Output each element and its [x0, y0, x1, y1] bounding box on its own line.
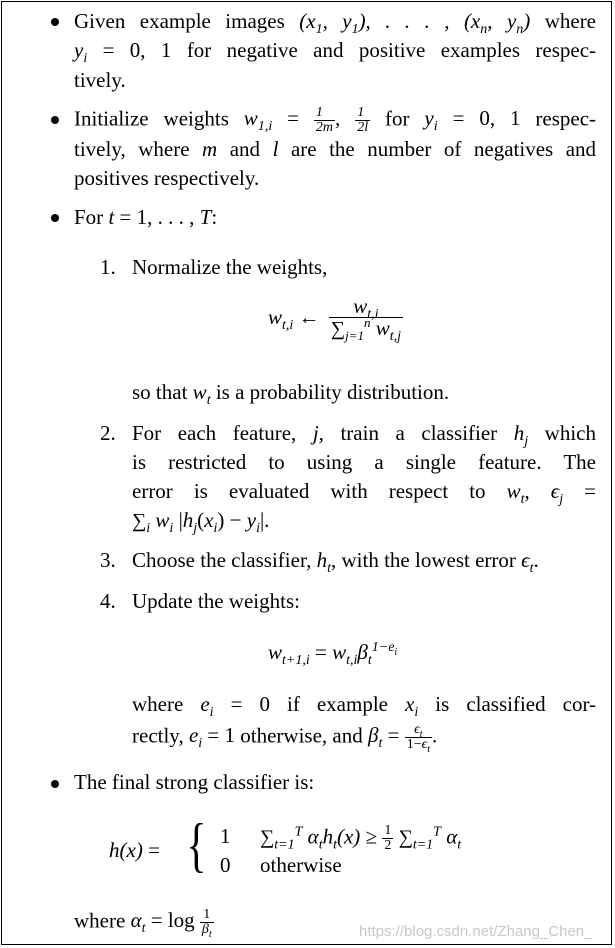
math-init-weights: $w_{1,i}$ = $\frac{1}{2m}$ , $\frac{1}{2l}$ — [243, 105, 369, 135]
step1-text: Normalize the weights, — [132, 255, 328, 279]
step4-text: Update the weights: — [132, 589, 300, 613]
step2-line4: $\sum_i$ $w_i$ $|h_j(x_i) - y_i|$. — [132, 508, 270, 537]
brace-symbol: { — [186, 812, 207, 878]
equation-normalize: $w_{t,i}$ ← $\frac{w_{t,i}}{\sum_{j=1}^n w_{t,j}}$ — [268, 294, 401, 345]
bullet1-line2: $y_i = 0$, 1 for negative and positive examples respec- — [74, 38, 597, 67]
case2-condition: otherwise — [260, 853, 342, 877]
math-yi: $y_i = 0$, 1 — [74, 38, 172, 67]
math-wt: $w_t$ — [192, 380, 211, 409]
math-m: m — [202, 137, 218, 161]
step-number: 2. — [100, 421, 116, 445]
after-eq1: so that $w_t$ is a probability distribution. — [132, 380, 450, 409]
bullet3-line: For t = 1, . . . , T: — [74, 205, 218, 229]
equation-strong-classifier-lhs: h(x) = — [109, 838, 160, 862]
bullet-dot — [51, 214, 59, 222]
bullet1-line3: tively. — [74, 68, 126, 92]
bullet2-line1: Initialize weights $w_{1,i}$ = $\frac{1}{2m}$ , $\frac{1}{2l}$ for $y_i = 0$, 1 respec- — [74, 105, 597, 135]
bullet-dot — [51, 780, 59, 788]
step-number: 4. — [100, 589, 116, 613]
bullet2-line2: tively, where m and l are the number of negatives and — [74, 137, 597, 161]
step2-line1: For each feature, j, train a classifier $h_j$ which — [132, 421, 596, 450]
step2-line3: error is evaluated with respect to $w_t$, $\epsilon_j$ = — [132, 479, 596, 508]
math-l: l — [272, 137, 279, 161]
algorithm-box — [1, 1, 612, 945]
step-number: 1. — [100, 255, 116, 279]
bullet4-text: The final strong classifier is: — [74, 770, 315, 794]
bullet-dot — [51, 116, 59, 124]
step-number: 3. — [100, 548, 116, 572]
step3-text: Choose the classifier, $h_t$, with the lowest error $\epsilon_t$. — [132, 548, 539, 577]
math-examples: ($x_1$, $y_1$), . . . , ($x_n$, $y_n$) — [299, 9, 531, 38]
final-line: where $\alpha_t = \log$ $\frac{1}{\beta_t}$ — [74, 907, 212, 940]
bullet-dot — [51, 18, 59, 26]
step2-line2: is restricted to using a single feature. The — [132, 450, 596, 474]
equation-update: $w_{t+1,i} = w_{t,i}\beta_t^{1-e_i}$ — [268, 640, 398, 669]
after-eq2-line1: where $e_i = 0$ if example $x_i$ is classified cor- — [132, 692, 597, 721]
case1-value: 1 — [220, 824, 231, 848]
after-eq2-line2: rectly, $e_i = 1$ otherwise, and $\beta_t$ = $\frac{\epsilon_t}{1-\epsilon_t}$ . — [132, 722, 438, 755]
math-loop: t = 1, . . . , T — [108, 205, 212, 229]
case1-condition: $\sum_{t=1}^T$ $\alpha_th_t(x)$ ≥ $\frac{1}{2}$ $\sum_{t=1}^T$ $\alpha_t$ — [260, 823, 462, 853]
math-yi: $y_i = 0$, 1 — [424, 106, 521, 135]
case2-value: 0 — [220, 853, 231, 877]
bullet2-line3: positives respectively. — [74, 166, 260, 190]
bullet1-line1: Given example images ($x_1$, $y_1$), . . . , ($x_n$, $y_n$) where — [74, 9, 597, 38]
watermark-text: https://blog.csdn.net/Zhang_Chen_ — [359, 923, 593, 940]
